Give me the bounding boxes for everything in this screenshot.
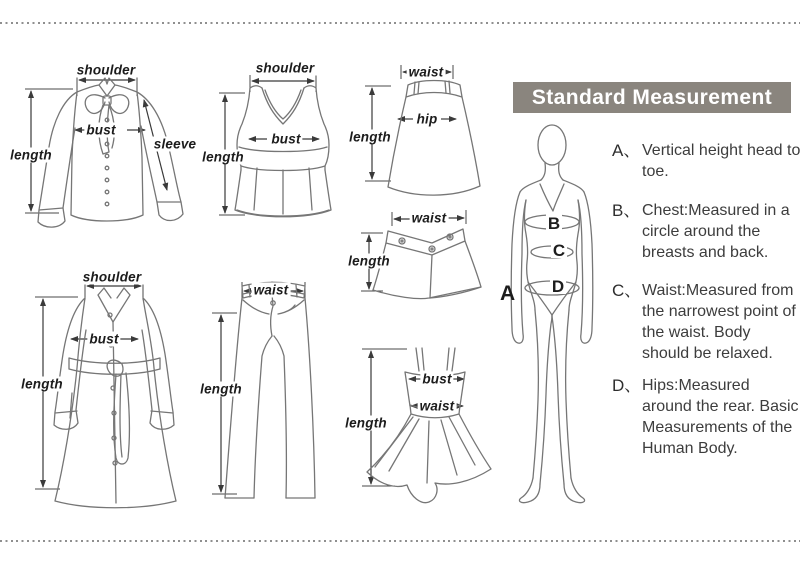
note-a-key: A、 (612, 141, 641, 160)
body-point-d: D (551, 277, 565, 296)
skirt-waist-label: waist (408, 64, 444, 80)
dress-bust-label: bust (422, 371, 452, 387)
skirt-hip-label: hip (416, 111, 438, 127)
title-banner (513, 82, 791, 113)
coat-shoulder-label: shoulder (82, 269, 142, 285)
note-d-key: D、 (612, 376, 642, 395)
coat-outline (54, 288, 176, 508)
skirt-length-label: length (349, 129, 391, 145)
bottom-dotted-border (0, 540, 800, 542)
note-c-key: C、 (612, 281, 642, 300)
body-point-a: A (500, 282, 516, 305)
note-b-key: B、 (612, 201, 641, 220)
body-point-b: B (547, 214, 561, 233)
shorts-waist-label: waist (411, 210, 447, 226)
note-b-text: Chest:Measured in a circle around the breasts and back. (642, 202, 790, 261)
skirt-arrows (365, 65, 456, 181)
body-outline (511, 125, 593, 503)
dress-waist-label: waist (419, 398, 455, 414)
note-d (612, 375, 800, 459)
note-a (612, 140, 800, 182)
note-a-text: Vertical height head to toe. (642, 142, 800, 180)
tank-top-bust-label: bust (271, 131, 301, 147)
blouse-shoulder-label: shoulder (76, 62, 136, 78)
jeans-waist-label: waist (253, 282, 289, 298)
tank-top-length-label: length (202, 149, 244, 165)
jeans-length-label: length (200, 381, 242, 397)
note-d-text: Hips:Measured around the rear. Basic Measurements of the Human Body. (642, 377, 799, 457)
note-c-text: Waist:Measured from the narrowest point of the waist. Body should be relaxed. (642, 282, 796, 362)
measurement-notes (612, 140, 800, 459)
note-b (612, 200, 800, 263)
blouse-length-label: length (10, 147, 52, 163)
title-text: Standard Measurement (531, 85, 773, 109)
body-figure-drawing (495, 112, 625, 514)
blouse-outline (38, 78, 183, 227)
tank-top-outline (235, 86, 331, 217)
dress-length-label: length (345, 415, 387, 431)
note-c (612, 280, 800, 364)
blouse-sleeve-label: sleeve (153, 136, 197, 152)
shorts-length-label: length (348, 253, 390, 269)
top-dotted-border (0, 22, 800, 24)
tank-top-shoulder-label: shoulder (255, 60, 315, 76)
skirt-outline (388, 81, 480, 196)
coat-length-label: length (21, 376, 63, 392)
blouse-bust-label: bust (86, 122, 116, 138)
body-point-c: C (552, 241, 566, 260)
coat-bust-label: bust (89, 331, 119, 347)
